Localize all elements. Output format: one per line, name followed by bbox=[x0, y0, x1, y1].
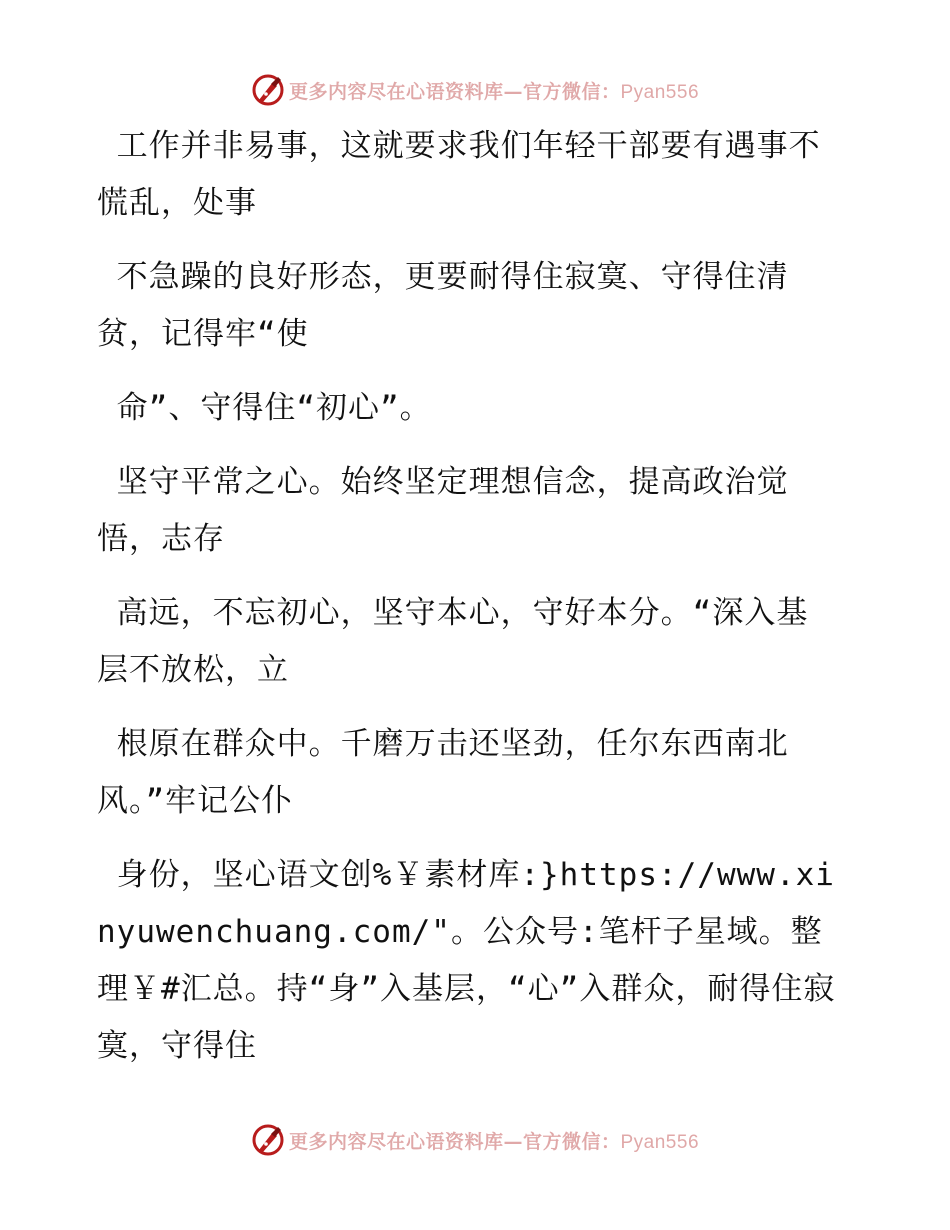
footer-banner bbox=[0, 1120, 950, 1160]
body-paragraph: 身份，坚心语文创%￥素材库:}https://www.xinyuwenchuang.com/"。公众号:笔杆子星域。整理￥#汇总。持“身”入基层，“心”入群众，耐得住寂寞，守得住 bbox=[97, 857, 836, 1064]
header-banner bbox=[0, 70, 950, 110]
footer-banner-text: 更多内容尽在心语资料库—官方微信：Pyan556 bbox=[288, 1130, 700, 1153]
body-paragraph: 命”、守得住“初心”。 bbox=[97, 390, 432, 426]
header-wechat-id: Pyan556 bbox=[620, 81, 700, 103]
pen-nib-logo-icon bbox=[251, 1123, 285, 1157]
body-paragraph: 坚守平常之心。始终坚定理想信念，提高政治觉悟，志存 bbox=[97, 464, 789, 557]
pen-nib-logo-icon bbox=[251, 73, 285, 107]
body-paragraph: 不急躁的良好形态，更要耐得住寂寞、守得住清贫，记得牢“使 bbox=[97, 259, 789, 352]
header-banner-text: 更多内容尽在心语资料库—官方微信：Pyan556 bbox=[288, 80, 700, 103]
body-paragraph: 工作并非易事，这就要求我们年轻干部要有遇事不慌乱，处事 bbox=[97, 128, 821, 221]
document-body bbox=[97, 118, 837, 1075]
footer-wechat-id: Pyan556 bbox=[620, 1131, 700, 1153]
body-paragraph: 根原在群众中。千磨万击还坚劲，任尔东西南北风。”牢记公仆 bbox=[97, 726, 789, 819]
body-paragraph: 高远，不忘初心，坚守本心，守好本分。“深入基层不放松，立 bbox=[97, 595, 809, 688]
